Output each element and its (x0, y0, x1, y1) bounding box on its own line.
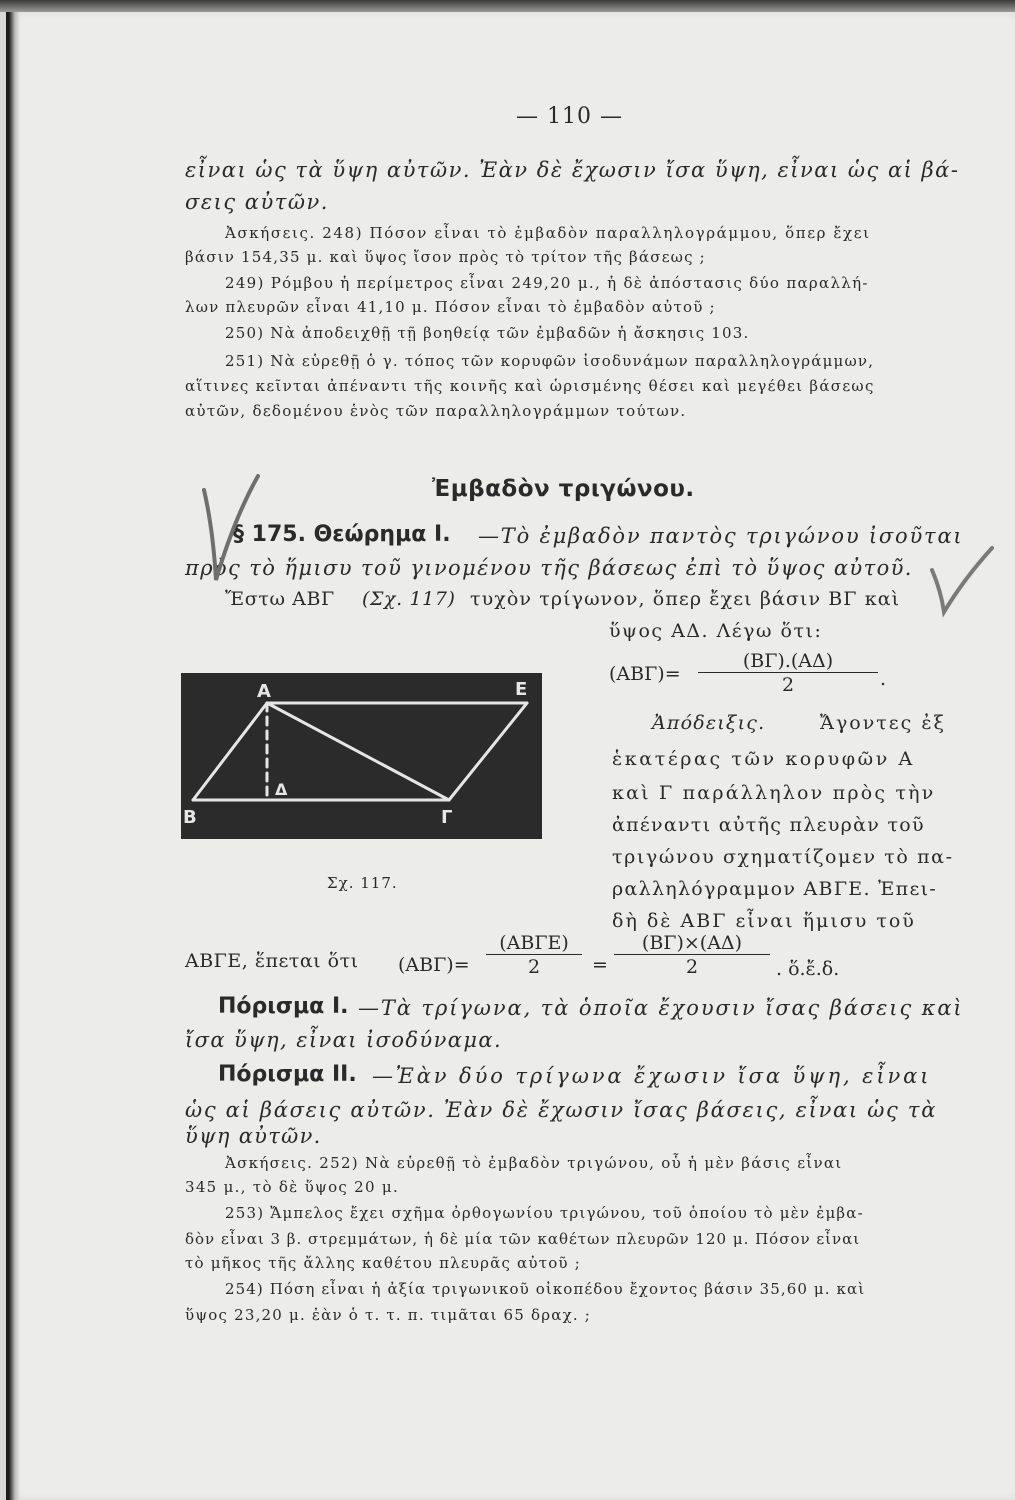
corollary-2-text-2: ὡς αἱ βάσεις αὐτῶν. Ἐὰν δὲ ἔχωσιν ἴσας βάσεις, εἶναι ὡς τὰ (185, 1098, 938, 1122)
diagonal-AG (267, 703, 449, 800)
exercise-line: Ἀσκήσεις. 252) Νὰ εὑρεθῇ τὸ ἐμβαδὸν τριγώνου, οὗ ἡ μὲν βάσις εἶναι (225, 1154, 843, 1172)
proof-numerator-1: (ΑΒΓΕ) (486, 932, 582, 955)
proof-line: ἀπέναντι αὐτῆς πλευρὰν τοῦ (612, 814, 925, 836)
theorem-line-4: ὕψος ΑΔ. Λέγω ὅτι: (609, 620, 823, 642)
exercise-line: βάσιν 154,35 μ. καὶ ὕψος ἴσον πρὸς τὸ τρίτον τῆς βάσεως ; (185, 248, 706, 266)
formula-denominator: 2 (781, 674, 795, 696)
label-E: Ε (515, 679, 528, 700)
handwritten-check-mark-icon (928, 540, 998, 620)
page-number: — 110 — (516, 104, 623, 129)
label-G: Γ (441, 807, 453, 828)
side-AB (193, 703, 267, 800)
exercise-line: λων πλευρῶν εἶναι 41,10 μ. Πόσον εἶναι τὸ ἐμβαδὸν αὐτοῦ ; (185, 298, 716, 316)
formula-end: . (880, 668, 887, 690)
proof-numerator-2: (ΒΓ)×(ΑΔ) (614, 932, 770, 955)
exercise-line: 254) Πόση εἶναι ἡ ἀξία τριγωνικοῦ οἰκοπέδου ἔχοντος βάσιν 35,60 μ. καὶ (225, 1280, 866, 1298)
figure-caption: Σχ. 117. (327, 874, 398, 892)
corollary-2-text-3: ὕψη αὐτῶν. (185, 1124, 322, 1148)
exercise-line: Ἀσκήσεις. 248) Πόσον εἶναι τὸ ἐμβαδὸν παραλληλογράμμου, ὅπερ ἔχει (225, 224, 871, 242)
proof-line: ἑκατέρας τῶν κορυφῶν Α (612, 748, 915, 770)
exercise-line: τὸ μῆκος τῆς ἄλλης καθέτου πλευρᾶς αὐτοῦ ; (185, 1254, 581, 1272)
corollary-2-label: Πόρισμα ΙΙ. (218, 1062, 357, 1087)
theorem-label: § 175. Θεώρημα Ι. (233, 522, 451, 547)
exercise-line: 345 μ., τὸ δὲ ὕψος 20 μ. (185, 1178, 400, 1196)
exercise-line: 249) Ρόμβου ἡ περίμετρος εἶναι 249,20 μ., ἡ δὲ ἀπόστασις δύο παραλλή- (225, 274, 869, 292)
exercise-line: 251) Νὰ εὑρεθῇ ὁ γ. τόπος τῶν κορυφῶν ἰσοδυνάμων παραλληλογράμμων, (225, 352, 875, 370)
proof-line: ραλληλόγραμμον ΑΒΓΕ. Ἐπει- (612, 878, 938, 900)
proof-final-prefix: ΑΒΓΕ, ἕπεται ὅτι (185, 950, 359, 972)
figure-reference: (Σχ. 117) (362, 588, 456, 610)
figure-117 (181, 673, 542, 839)
theorem-text-1: —Τὸ ἐμβαδὸν παντὸς τριγώνου ἰσοῦται (478, 524, 964, 548)
proof-fraction-2 (614, 932, 770, 979)
corollary-1-label: Πόρισμα Ι. (218, 994, 349, 1019)
proof-denominator-1: 2 (527, 956, 541, 978)
scan-top-edge (0, 0, 1015, 12)
theorem-text-2: πρὸς τὸ ἥμισυ τοῦ γινομένου τῆς βάσεως ἐπὶ τὸ ὕψος αὐτοῦ. (185, 556, 913, 580)
formula-lhs: (ΑΒΓ)= (609, 663, 681, 685)
label-A: Α (257, 681, 271, 702)
exercise-line: ὕψος 23,20 μ. ἐὰν ὁ τ. τ. π. τιμᾶται 65 δραχ. ; (185, 1306, 592, 1324)
exercise-line: 253) Ἄμπελος ἔχει σχῆμα ὀρθογωνίου τριγώνου, τοῦ ὁποίου τὸ μὲν ἐμβα- (225, 1204, 864, 1222)
formula-fraction (698, 650, 878, 697)
proof-final-end: . ὅ.ἔ.δ. (776, 958, 840, 980)
proof-final-lhs: (ΑΒΓ)= (398, 954, 470, 976)
proof-line: καὶ Γ παράλληλον πρὸς τὴν (612, 782, 936, 804)
proof-line: τριγώνου σχηματίζομεν τὸ πα- (612, 846, 954, 868)
corollary-1-text-2: ἴσα ὕψη, εἶναι ἰσοδύναμα. (185, 1028, 503, 1052)
corollary-1-text-1: —Τὰ τρίγωνα, τὰ ὁποῖα ἔχουσιν ἴσας βάσεις καὶ (358, 996, 964, 1020)
proof-fraction-1 (486, 932, 582, 979)
proof-line: Ἄγοντες ἐξ (820, 712, 946, 734)
theorem-line-3c: τυχὸν τρίγωνον, ὅπερ ἔχει βάσιν ΒΓ καὶ (470, 588, 901, 610)
exercise-line: 250) Νὰ ἀποδειχθῇ τῇ βοηθείᾳ τῶν ἐμβαδῶν ἡ ἄσκησις 103. (225, 324, 750, 342)
parallelogram-diagram (181, 673, 542, 839)
exercise-line: αὐτῶν, δεδομένου ἑνὸς τῶν παραλληλογράμμων τούτων. (185, 402, 687, 420)
theorem-line-3a: Ἔστω ΑΒΓ (225, 588, 335, 610)
proof-label: Ἀπόδειξις. (652, 712, 766, 734)
exercise-line: δὸν εἶναι 3 β. στρεμμάτων, ἡ δὲ μία τῶν καθέτων πλευρῶν 120 μ. Πόσον εἶναι (185, 1230, 861, 1248)
top-text-line-2: σεις αὐτῶν. (185, 190, 329, 214)
proof-equals: = (592, 954, 608, 976)
label-B: Β (183, 807, 197, 828)
top-text-line-1: εἶναι ὡς τὰ ὕψη αὐτῶν. Ἐὰν δὲ ἔχωσιν ἴσα ὕψη, εἶναι ὡς αἱ βά- (185, 158, 960, 182)
section-title: Ἐμβαδὸν τριγώνου. (432, 476, 695, 502)
side-EG (449, 703, 527, 800)
corollary-2-text-1: —Ἐὰν δύο τρίγωνα ἔχωσιν ἴσα ὕψη, εἶναι (372, 1064, 932, 1088)
proof-line: δὴ δὲ ΑΒΓ εἶναι ἥμισυ τοῦ (612, 910, 916, 932)
formula-numerator: (ΒΓ).(ΑΔ) (698, 650, 878, 673)
label-D: Δ (275, 780, 288, 799)
proof-denominator-2: 2 (685, 956, 699, 978)
handwritten-check-mark-icon (196, 468, 266, 588)
exercise-line: αἵτινες κεῖνται ἀπέναντι τῆς κοινῆς καὶ ὡρισμένης θέσει καὶ μεγέθει βάσεως (185, 377, 875, 395)
